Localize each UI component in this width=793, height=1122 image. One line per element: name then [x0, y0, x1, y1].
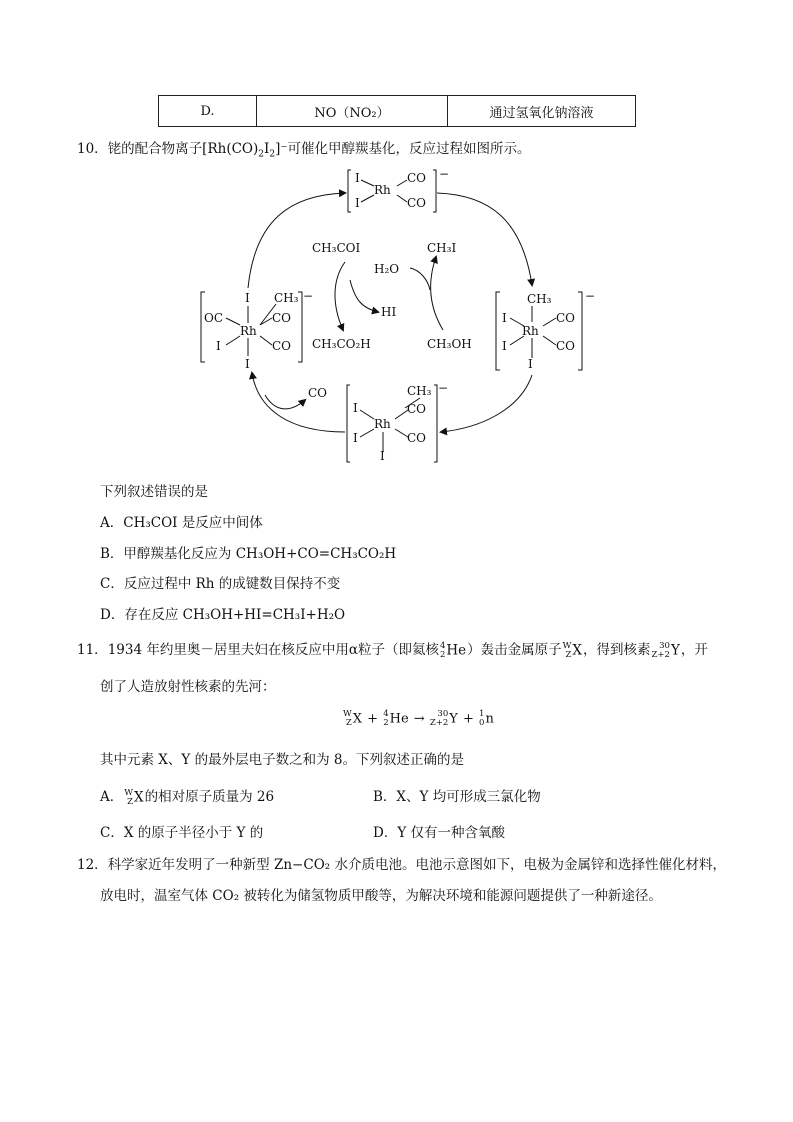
ligand-i: I: [353, 431, 358, 445]
species-ch3co2h: CH₃CO₂H: [312, 337, 371, 351]
rh-center: Rh: [522, 324, 539, 338]
charge: −: [585, 289, 596, 303]
options-table: [158, 95, 636, 127]
q10-option-a: A．CH₃COI 是反应中间体: [100, 515, 263, 531]
ligand-i: I: [355, 196, 360, 210]
q11-option-b: B．X、Y 均可形成三氯化物: [373, 789, 541, 805]
option-cell: D.: [159, 96, 257, 127]
ligand-i: I: [502, 339, 507, 353]
ligand-ch3: CH₃: [527, 292, 552, 306]
helium-nuclide: 4 2 He: [439, 640, 467, 660]
ligand-co: CO: [407, 402, 427, 416]
nuclide-x: W Z X: [562, 640, 583, 660]
rh-center: Rh: [240, 324, 257, 338]
ligand-ch3: CH₃: [274, 291, 299, 305]
ligand-i: I: [216, 339, 221, 353]
gas-cell: NO（NO₂）: [257, 96, 448, 127]
charge: −: [439, 167, 450, 181]
species-ch3coi: CH₃COI: [312, 241, 361, 255]
ligand-co: CO: [407, 171, 427, 185]
q12-line1: 12．科学家近年发明了一种新型 Zn−CO₂ 水介质电池。电池示意图如下，电极为金属锌和选择性催化材料，: [77, 857, 726, 873]
ligand-oc: OC: [204, 311, 224, 325]
species-hi: HI: [381, 305, 397, 319]
rh-center: Rh: [374, 417, 391, 431]
table-row: [159, 96, 636, 127]
q11-line2: 创了人造放射性核素的先河：: [100, 679, 276, 695]
ligand-i: I: [353, 401, 358, 415]
species-co-released: CO: [308, 386, 328, 400]
q11-line1: 11．1934 年约里奥－居里夫妇在核反应中用α粒子（即氦核 4 2 He）轰击金属原子 W Z X，得到核素 30 Z+2 Y，开: [77, 640, 708, 660]
charge: −: [438, 381, 449, 395]
species-h2o: H₂O: [374, 262, 400, 276]
ligand-co: CO: [407, 196, 427, 210]
q10-option-d: D．存在反应 CH₃OH+HI=CH₃I+H₂O: [100, 607, 346, 623]
ligand-co: CO: [272, 339, 292, 353]
method-cell: 通过氢氧化钠溶液: [448, 96, 636, 127]
ligand-i: I: [245, 357, 250, 371]
ligand-i: I: [528, 357, 533, 371]
q10-option-c: C．反应过程中 Rh 的成键数目保持不变: [100, 576, 341, 592]
species-ch3oh: CH₃OH: [427, 337, 472, 351]
ligand-co: CO: [556, 311, 576, 325]
catalytic-cycle-diagram: [190, 160, 610, 470]
q11-option-c: C．X 的原子半径小于 Y 的: [100, 825, 264, 841]
ligand-ch3: CH₃: [407, 384, 432, 398]
q10-question: 下列叙述错误的是: [100, 484, 208, 500]
ligand-i: I: [502, 311, 507, 325]
ligand-i: I: [355, 171, 360, 185]
q11-option-d: D．Y 仅有一种含氧酸: [373, 825, 506, 841]
q11-statement: 其中元素 X、Y 的最外层电子数之和为 8。下列叙述正确的是: [100, 752, 464, 768]
q11-option-a: A． W Z X的相对原子质量为 26: [100, 787, 275, 807]
rh-center: Rh: [374, 183, 391, 197]
ligand-i: I: [380, 449, 385, 463]
ligand-i: I: [245, 291, 250, 305]
species-ch3i: CH₃I: [427, 241, 457, 255]
ligand-co: CO: [272, 311, 292, 325]
nuclide-y: 30 Z+2 Y: [651, 640, 680, 660]
ligand-co: CO: [407, 431, 427, 445]
ligand-co: CO: [556, 339, 576, 353]
nuclear-equation: W Z X + 4 2 He → 30 Z+2 Y + 1 0 n: [343, 709, 494, 728]
charge: −: [303, 289, 314, 303]
q12-line2: 放电时，温室气体 CO₂ 被转化为储氢物质甲酸等，为解决环境和能源问题提供了一种新途径。: [100, 888, 662, 904]
q10-stem: 10．铑的配合物离子$[Rh(CO)_2I_2]^-$可催化甲醇羰基化，反应过程如图所示。: [77, 141, 531, 160]
q10-option-b: B．甲醇羰基化反应为 CH₃OH+CO=CH₃CO₂H: [100, 546, 397, 562]
